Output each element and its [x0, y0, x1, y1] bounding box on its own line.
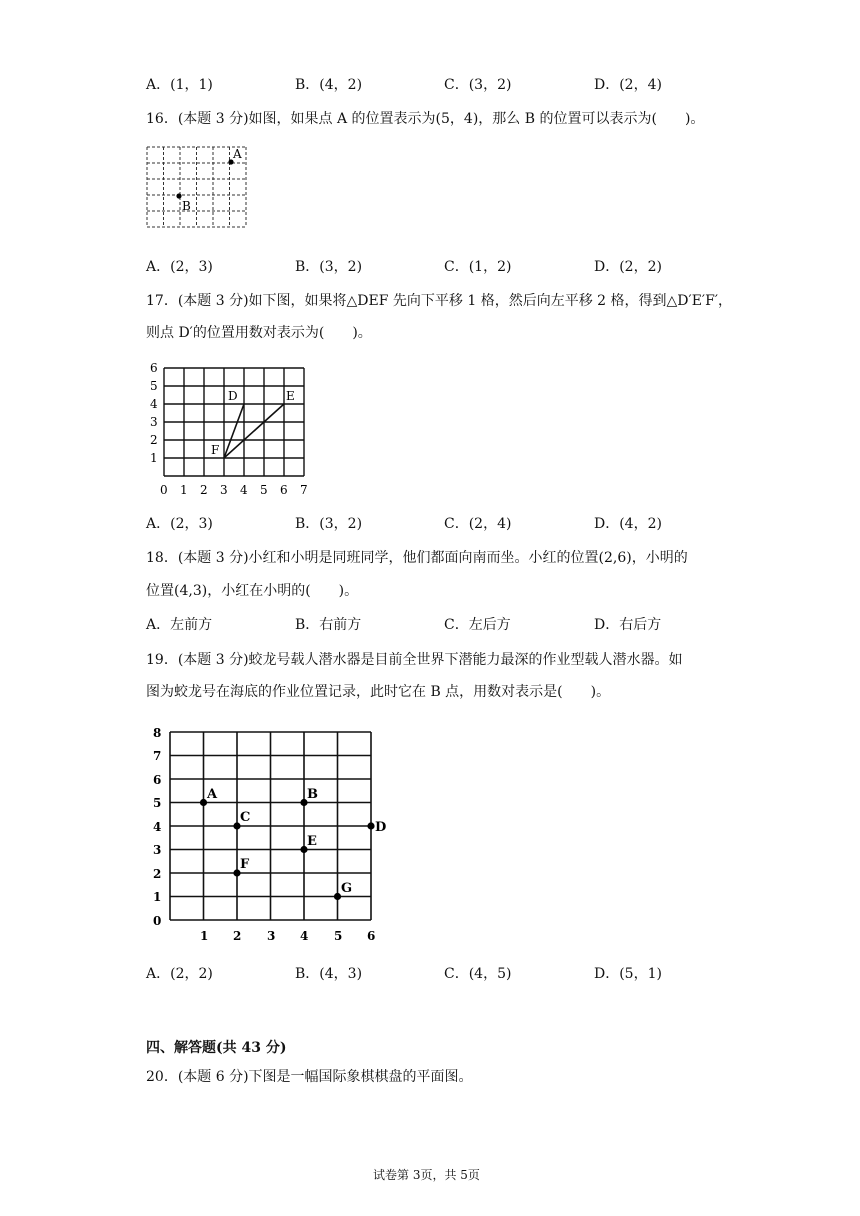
q19-ytick: 7 [153, 749, 162, 763]
q16-label-a: A [233, 147, 242, 161]
q17-label-d: D [228, 389, 238, 403]
q19-label-e: E [307, 834, 317, 849]
q16-option-c: C．(1，2) [444, 259, 512, 275]
q16-point-b [176, 193, 181, 198]
q19-label-b: B [307, 787, 318, 802]
q17-ytick: 3 [150, 415, 158, 429]
q17-stem-line1: 17．(本题 3 分)如下图，如果将△DEF 先向下平移 1 格，然后向左平移 2 格，得到△D′E′F′， [146, 293, 732, 309]
q17-y-ticks [150, 361, 158, 465]
q18-option-a: A．左前方 [146, 617, 213, 633]
q19-xtick: 5 [334, 929, 343, 943]
q16-option-d: D．(2，2) [594, 259, 662, 275]
q16-grid-figure [144, 144, 250, 232]
q17-ytick: 2 [150, 433, 158, 447]
q19-grid-figure [146, 720, 396, 946]
q19-label-c: C [240, 810, 251, 825]
q19-ytick: 2 [153, 867, 162, 881]
q17-ytick: 5 [150, 379, 158, 393]
q17-xtick: 0 [160, 483, 168, 497]
q17-option-d: D．(4，2) [594, 516, 662, 532]
q19-option-c: C．(4，5) [444, 966, 512, 982]
q19-point-d [367, 822, 374, 829]
q17-option-b: B．(3，2) [295, 516, 363, 532]
q17-option-c: C．(2，4) [444, 516, 512, 532]
q19-xtick: 4 [300, 929, 309, 943]
q15-option-c: C．(3，2) [444, 77, 512, 93]
q17-xtick: 7 [300, 483, 308, 497]
q17-stem-line2: 则点 D′的位置用数对表示为( )。 [146, 325, 372, 341]
q18-stem-line1: 18．(本题 3 分)小红和小明是同班同学，他们都面向南而坐。小红的位置(2,6)，小明的 [146, 550, 688, 566]
q18-option-b: B．右前方 [295, 617, 362, 633]
q19-xtick: 2 [233, 929, 242, 943]
q19-stem-line2: 图为蛟龙号在海底的作业位置记录，此时它在 B 点，用数对表示是( )。 [146, 684, 611, 700]
q16-stem: 16．(本题 3 分)如图，如果点 A 的位置表示为(5，4)，那么 B 的位置可以表示为( )。 [146, 111, 705, 127]
q17-xtick: 6 [280, 483, 288, 497]
q19-ytick: 5 [153, 796, 162, 810]
q17-grid-figure [144, 360, 314, 500]
q19-xtick: 1 [200, 929, 209, 943]
q17-option-a: A．(2，3) [146, 516, 213, 532]
q19-ytick: 8 [153, 726, 162, 740]
q16-option-a: A．(2，3) [146, 259, 213, 275]
q18-option-c: C．左后方 [444, 617, 511, 633]
q17-label-f: F [211, 443, 220, 457]
q19-xtick: 3 [267, 929, 276, 943]
q19-stem-line1: 19．(本题 3 分)蛟龙号载人潜水器是目前全世界下潜能力最深的作业型载人潜水器。如 [146, 652, 683, 668]
q15-option-a: A．(1，1) [146, 77, 213, 93]
q15-option-d: D．(2，4) [594, 77, 662, 93]
q19-xtick: 6 [367, 929, 376, 943]
q15-option-b: B．(4，2) [295, 77, 363, 93]
q19-option-b: B．(4，3) [295, 966, 363, 982]
q18-option-d: D．右后方 [594, 617, 662, 633]
q17-ytick: 1 [150, 451, 158, 465]
page-footer: 试卷第 3页，共 5页 [373, 1168, 480, 1182]
q19-ytick: 1 [153, 890, 162, 904]
q17-ytick: 4 [150, 397, 158, 411]
q17-ytick: 6 [150, 361, 158, 375]
q19-label-a: A [207, 787, 218, 802]
q17-xtick: 1 [180, 483, 188, 497]
q19-label-d: D [375, 820, 387, 835]
q20-stem: 20．(本题 6 分)下图是一幅国际象棋棋盘的平面图。 [146, 1069, 473, 1085]
q16-option-b: B．(3，2) [295, 259, 363, 275]
q19-label-g: G [341, 881, 353, 896]
q19-ytick: 0 [153, 914, 162, 928]
q19-x-ticks [200, 929, 375, 943]
q17-xtick: 4 [240, 483, 248, 497]
q19-ytick: 4 [153, 820, 162, 834]
q19-label-f: F [240, 857, 250, 872]
q17-xtick: 2 [200, 483, 208, 497]
q19-ytick: 6 [153, 773, 162, 787]
q17-x-ticks [160, 483, 308, 497]
q17-label-e: E [286, 389, 295, 403]
q19-option-d: D．(5，1) [594, 966, 662, 982]
q17-xtick: 3 [220, 483, 228, 497]
q19-option-a: A．(2，2) [146, 966, 213, 982]
q16-label-b: B [182, 199, 191, 213]
q18-stem-line2: 位置(4,3)，小红在小明的( )。 [146, 583, 359, 599]
q19-ytick: 3 [153, 843, 162, 857]
section-heading: 四、解答题(共 43 分) [146, 1040, 287, 1056]
q19-y-ticks [153, 726, 161, 928]
q17-xtick: 5 [260, 483, 268, 497]
q17-triangle-def [224, 404, 284, 458]
